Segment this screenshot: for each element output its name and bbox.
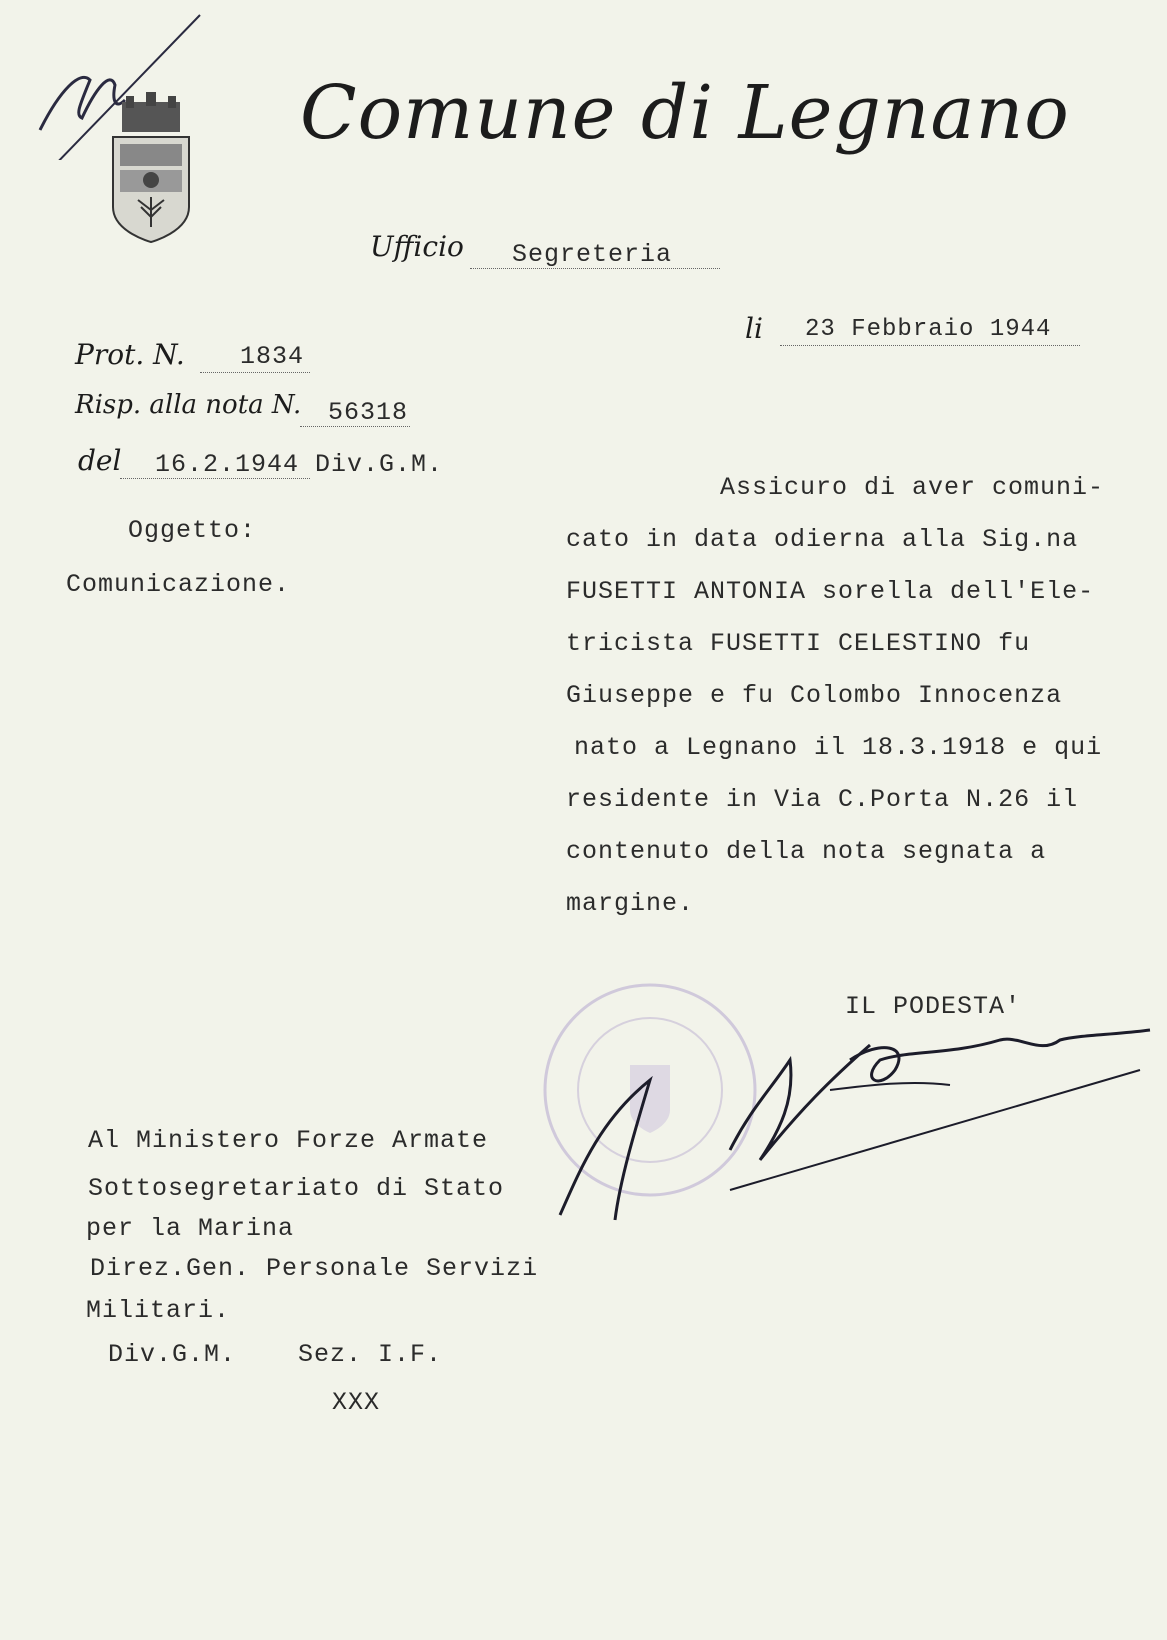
coat-of-arms-icon [108, 92, 194, 252]
body-line: Giuseppe e fu Colombo Innocenza [566, 681, 1063, 710]
del-value: 16.2.1944 Div.G.M. [155, 450, 444, 479]
recipient-xxx: XXX [332, 1388, 381, 1417]
risp-label: Risp. alla nota N. [75, 390, 302, 420]
recipient-line: Direz.Gen. Personale Servizi [90, 1254, 539, 1283]
prot-underline [200, 372, 310, 373]
body-line: Assicuro di aver comuni- [720, 473, 1105, 502]
body-line: margine. [566, 889, 695, 918]
date-prefix: li [745, 312, 763, 345]
municipality-title: Comune di Legnano [300, 70, 1070, 156]
date-underline [780, 345, 1080, 346]
recipient-line: Al Ministero Forze Armate [88, 1126, 489, 1155]
body-line: residente in Via C.Porta N.26 il [566, 785, 1079, 814]
date-value: 23 Febbraio 1944 [805, 316, 1052, 343]
handwritten-signature [550, 1010, 1160, 1250]
body-line: nato a Legnano il 18.3.1918 e qui [574, 733, 1103, 762]
risp-value: 56318 [328, 398, 409, 427]
body-line: tricista FUSETTI CELESTINO fu [566, 629, 1031, 658]
office-underline [470, 268, 720, 269]
risp-underline [300, 426, 410, 427]
prot-value: 1834 [240, 342, 305, 371]
recipient-line: Sottosegretariato di Stato [88, 1174, 505, 1203]
recipient-section: Sez. I.F. [298, 1340, 443, 1369]
recipient-division: Div.G.M. [108, 1340, 237, 1369]
body-line: contenuto della nota segnata a [566, 837, 1047, 866]
body-line: FUSETTI ANTONIA sorella dell'Ele- [566, 577, 1095, 606]
del-label: del [78, 444, 122, 477]
office-value: Segreteria [512, 240, 673, 269]
prot-label: Prot. N. [75, 338, 185, 371]
office-label: Ufficio [370, 230, 464, 263]
recipient-line: per la Marina [86, 1214, 295, 1243]
subject-value: Comunicazione. [66, 570, 291, 599]
body-text [566, 462, 1104, 930]
body-line: cato in data odierna alla Sig.na [566, 525, 1079, 554]
subject-label: Oggetto: [128, 516, 257, 545]
signature-title: IL PODESTA' [845, 992, 1022, 1021]
del-underline [120, 478, 310, 479]
recipient-line: Militari. [86, 1296, 231, 1325]
